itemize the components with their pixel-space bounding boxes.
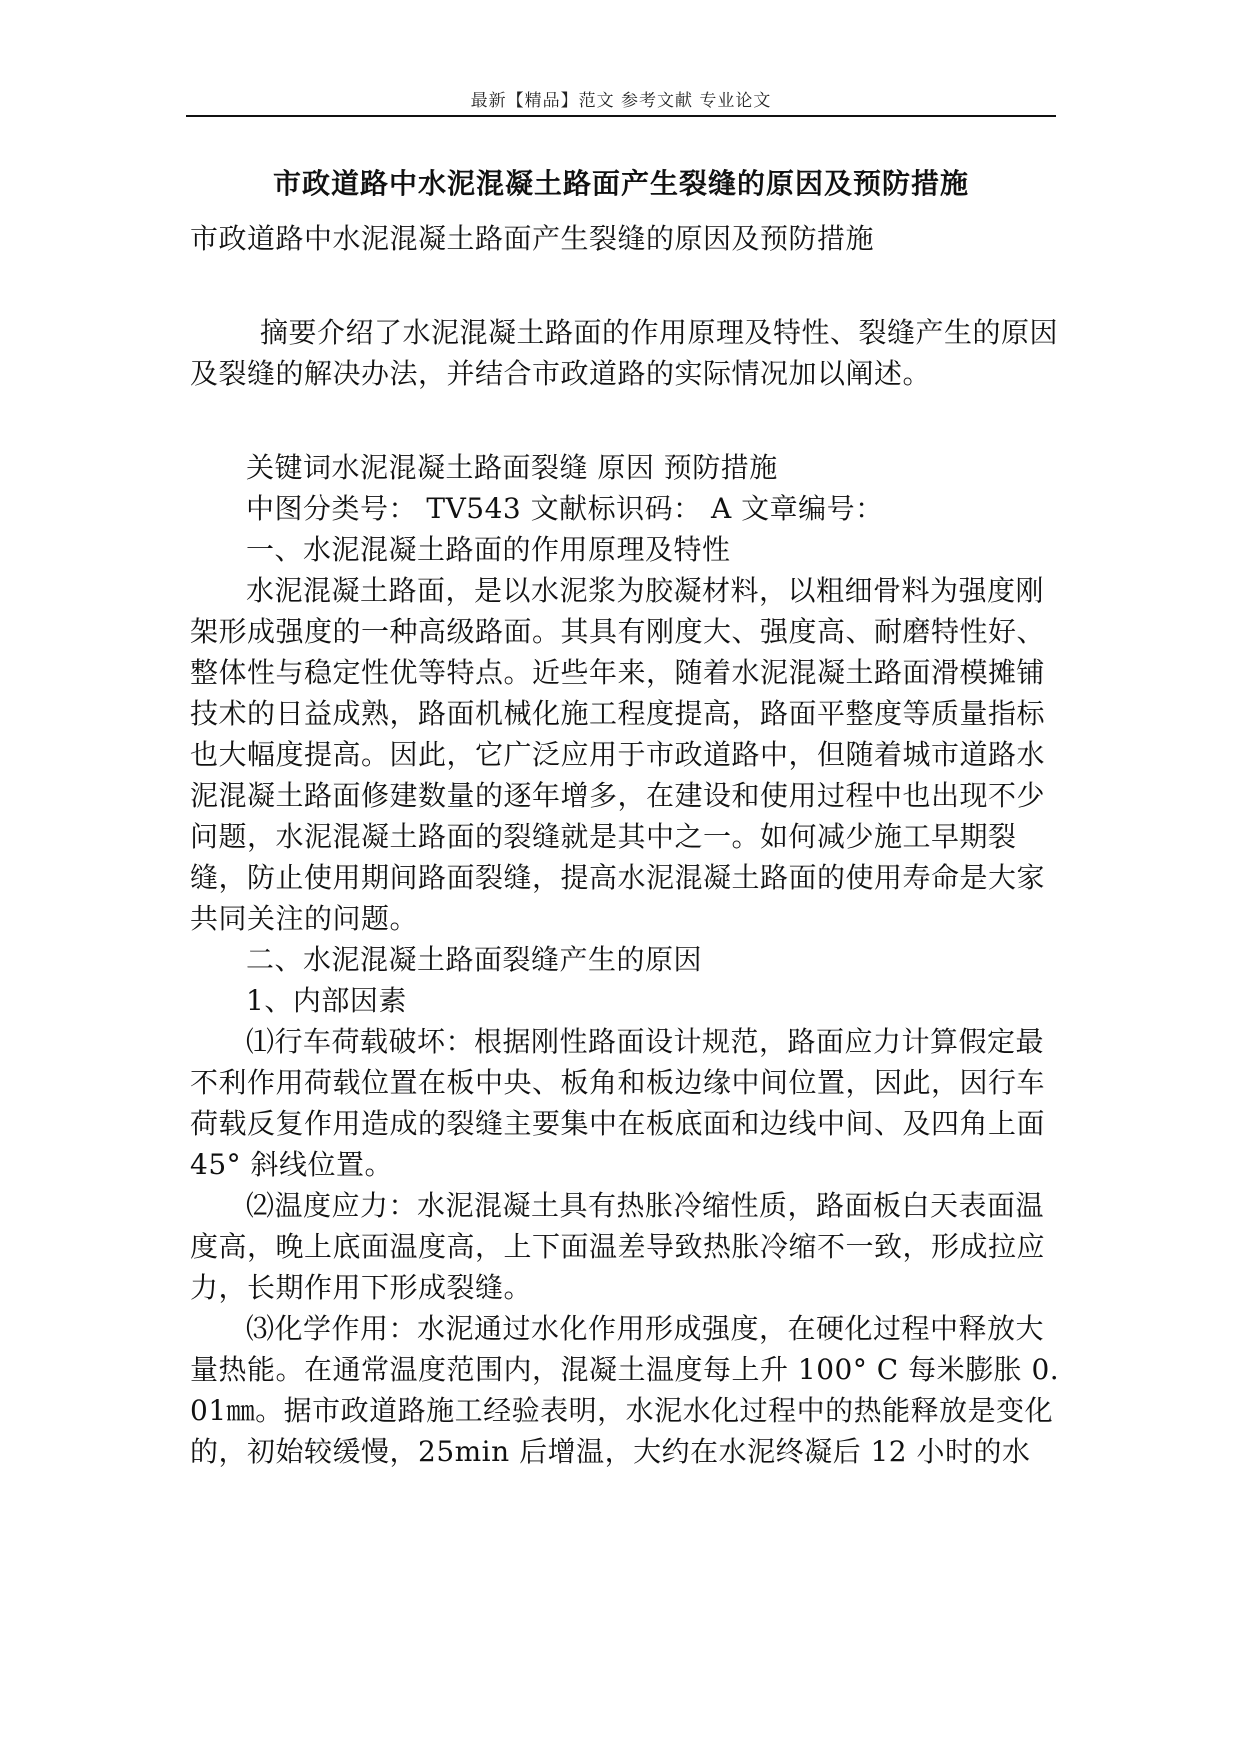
page-header: 最新【精品】范文 参考文献 专业论文 — [470, 91, 772, 111]
body-paragraph: 水泥混凝土路面，是以水泥浆为胶凝材料，以粗细骨料为强度刚架形成强度的一种高级路面。其具有刚度大、强度高、耐磨特性好、整体性与稳定性优等特点。近些年来，随着水泥混凝土路面滑模摊铺技术的日益成熟，路面机械化施工程度提高，路面平整度等质量指标也大幅度提高。因此，它广泛应用于市政道路中，但随着城市道路水泥混凝土路面修建数量的逐年增多，在建设和使用过程中也出现不少问题，水泥混凝土路面的裂缝就是其中之一。如何减少施工早期裂缝，防止使用期间路面裂缝，提高水泥混凝土路面的使用寿命是大家共同关注的问题。 — [190, 574, 1046, 935]
list-item: ⑵温度应力：水泥混凝土具有热胀冷缩性质，路面板白天表面温度高，晚上底面温度高，上下面温差导致热胀冷缩不一致，形成拉应力，长期作用下形成裂缝。 — [190, 1189, 1046, 1304]
list-item: ⑴行车荷载破坏：根据刚性路面设计规范，路面应力计算假定最不利作用荷载位置在板中央、板角和板边缘中间位置，因此，因行车荷载反复作用造成的裂缝主要集中在板底面和边线中间、及四角上面 45° 斜线位置。 — [190, 1025, 1046, 1181]
classification-line: 中图分类号： TV543 文献标识码： A 文章编号： — [246, 492, 884, 525]
document-subtitle: 市政道路中水泥混凝土路面产生裂缝的原因及预防措施 — [190, 222, 875, 255]
abstract-paragraph: 摘要介绍了水泥混凝土路面的作用原理及特性、裂缝产生的原因及裂缝的解决办法，并结合市政道路的实际情况加以阐述。 — [190, 316, 1059, 390]
keywords-line: 关键词水泥混凝土路面裂缝 原因 预防措施 — [246, 451, 778, 484]
document-title: 市政道路中水泥混凝土路面产生裂缝的原因及预防措施 — [272, 167, 969, 200]
section-heading: 一、水泥混凝土路面的作用原理及特性 — [246, 533, 731, 566]
header-divider — [186, 115, 1056, 117]
subsection-heading: 1、内部因素 — [246, 984, 407, 1017]
main-body — [190, 447, 1060, 1472]
list-item: ⑶化学作用：水泥通过水化作用形成强度，在硬化过程中释放大量热能。在通常温度范围内，混凝土温度每上升 100° C 每米膨胀 0.01㎜。据市政道路施工经验表明，水泥水化过程中的热能释放是变化的，初始较缓慢，25min 后增温，大约在水泥终凝后 12 小时的水 — [190, 1312, 1060, 1468]
section-heading: 二、水泥混凝土路面裂缝产生的原因 — [246, 943, 703, 976]
